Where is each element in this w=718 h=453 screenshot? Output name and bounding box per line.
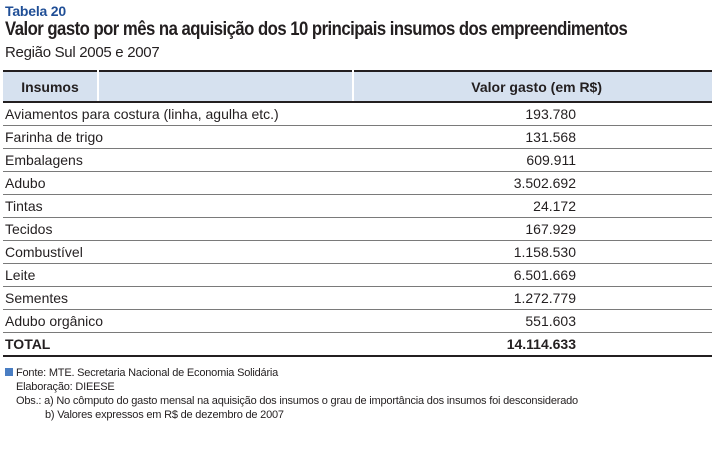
row-name: Adubo orgânico: [3, 310, 353, 333]
row-name: Combustível: [3, 241, 353, 264]
table-header-row: [3, 71, 712, 102]
row-value: 1.158.530: [353, 241, 712, 264]
table-number-label: Tabela 20: [5, 3, 66, 19]
observation-a: Obs.: a) No cômputo do gasto mensal na aquisição dos insumos o grau de importância dos insumos foi desconsiderado: [16, 395, 578, 407]
header-valor: Valor gasto (em R$): [353, 71, 712, 102]
header-spacer: [98, 71, 353, 102]
row-value: 3.502.692: [353, 172, 712, 195]
total-value: 14.114.633: [353, 333, 712, 357]
table-row: [3, 287, 712, 310]
page-title: Valor gasto por mês na aquisição dos 10 principais insumos dos empreendimentos: [5, 19, 628, 40]
row-value: 6.501.669: [353, 264, 712, 287]
row-name: Aviamentos para costura (linha, agulha etc.): [3, 102, 353, 126]
source-text: Fonte: MTE. Secretaria Nacional de Economia Solidária: [16, 367, 279, 379]
row-value: 167.929: [353, 218, 712, 241]
table-row: [3, 218, 712, 241]
source-note: [5, 366, 578, 380]
page-subtitle: Região Sul 2005 e 2007: [5, 44, 160, 61]
header-insumos: Insumos: [3, 71, 98, 102]
table-row: [3, 195, 712, 218]
table-row: [3, 149, 712, 172]
row-name: Leite: [3, 264, 353, 287]
data-table-container: [3, 70, 712, 357]
row-value: 24.172: [353, 195, 712, 218]
row-value: 551.603: [353, 310, 712, 333]
square-bullet-icon: [5, 368, 13, 376]
row-name: Tintas: [3, 195, 353, 218]
table-row: [3, 241, 712, 264]
row-name: Adubo: [3, 172, 353, 195]
table-row: [3, 310, 712, 333]
observation-b: b) Valores expressos em R$ de dezembro de 2007: [45, 409, 284, 421]
data-table: [3, 70, 712, 357]
row-value: 1.272.779: [353, 287, 712, 310]
table-row: [3, 102, 712, 126]
total-row: [3, 333, 712, 357]
table-row: [3, 172, 712, 195]
table-row: [3, 126, 712, 149]
row-value: 609.911: [353, 149, 712, 172]
row-value: 131.568: [353, 126, 712, 149]
table-row: [3, 264, 712, 287]
row-name: Embalagens: [3, 149, 353, 172]
elaboration-note: Elaboração: DIEESE: [16, 381, 115, 393]
row-name: Farinha de trigo: [3, 126, 353, 149]
total-label: TOTAL: [3, 333, 353, 357]
row-value: 193.780: [353, 102, 712, 126]
footnotes: [5, 366, 578, 422]
row-name: Tecidos: [3, 218, 353, 241]
row-name: Sementes: [3, 287, 353, 310]
